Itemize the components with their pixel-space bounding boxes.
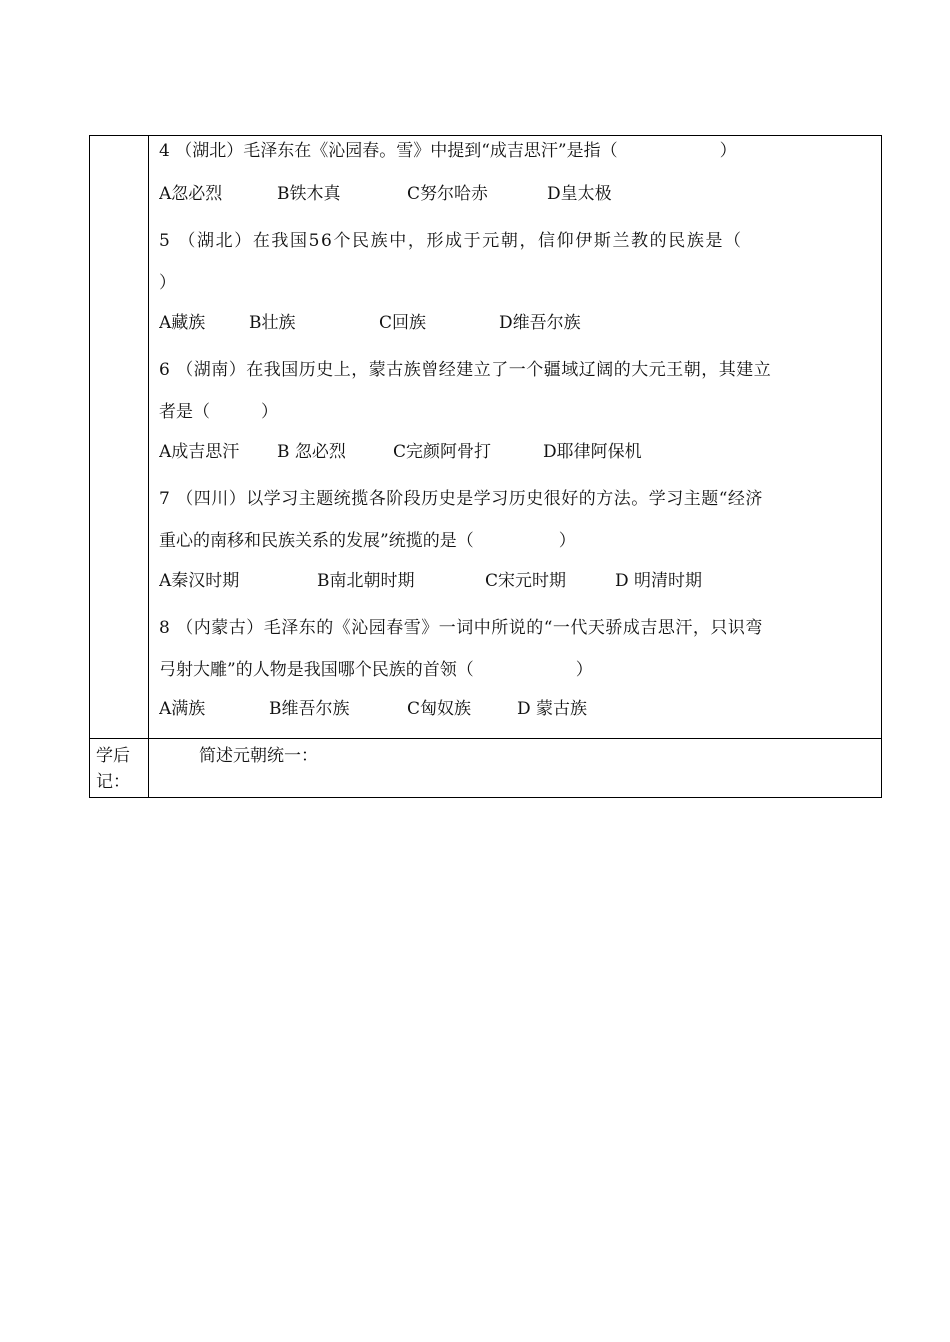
question-4-option-a: A忽必烈 [159, 184, 223, 204]
question-6-line-1: 6 （湖南）在我国历史上，蒙古族曾经建立了一个疆域辽阔的大元王朝，其建立 [159, 360, 772, 380]
question-4-line-1: 4 （湖北）毛泽东在《沁园春。雪》中提到“成吉思汗”是指（ ） [159, 141, 737, 161]
question-7-line-2: 重心的南移和民族关系的发展”统揽的是（ ） [159, 531, 576, 551]
questions-cell [149, 136, 882, 739]
question-6-options [159, 437, 871, 480]
worksheet-table [89, 135, 882, 798]
question-7-options [159, 566, 871, 609]
question-5-option-a: A藏族 [159, 313, 206, 333]
question-4-option-c: C努尔哈赤 [407, 184, 489, 204]
question-5-line-2: ） [159, 273, 176, 293]
notes-label-line-1: 学后 [96, 746, 130, 766]
notes-cell[interactable] [149, 739, 882, 798]
question-8-option-b: B维吾尔族 [269, 699, 350, 719]
question-6-option-b: B 忽必烈 [277, 442, 346, 462]
question-6-option-c: C完颜阿骨打 [393, 442, 492, 462]
question-5-option-b: B壮族 [249, 313, 296, 333]
question-8-options [159, 695, 871, 738]
question-6-option-d: D耶律阿保机 [543, 442, 642, 462]
question-7-option-b: B南北朝时期 [317, 571, 415, 591]
questions-row [90, 136, 882, 739]
question-5-option-c: C回族 [379, 313, 427, 333]
notes-row [90, 739, 882, 798]
question-8-line-2: 弓射大雕”的人物是我国哪个民族的首领（ ） [159, 660, 593, 680]
questions-left-cell [90, 136, 149, 739]
question-5-options [159, 308, 871, 351]
question-4-options [159, 179, 871, 222]
question-5-option-d: D维吾尔族 [499, 313, 581, 333]
notes-prompt: 简述元朝统一： [199, 746, 318, 766]
question-6-option-a: A成吉思汗 [159, 442, 240, 462]
question-4-option-d: D皇太极 [547, 184, 612, 204]
question-7-option-a: A秦汉时期 [159, 571, 240, 591]
question-8-option-d: D 蒙古族 [517, 699, 588, 719]
question-7-option-c: C宋元时期 [485, 571, 567, 591]
question-8-option-c: C匈奴族 [407, 699, 472, 719]
question-4-option-b: B铁木真 [277, 184, 341, 204]
notes-label [90, 739, 149, 798]
question-7-option-d: D 明清时期 [615, 571, 703, 591]
question-8-line-1: 8 （内蒙古）毛泽东的《沁园春雪》一词中所说的“一代天骄成吉思汗，只识弯 [159, 618, 763, 638]
notes-label-line-2: 记： [96, 772, 130, 792]
question-6-line-2: 者是（ ） [159, 402, 278, 422]
question-7-line-1: 7 （四川）以学习主题统揽各阶段历史是学习历史很好的方法。学习主题“经济 [159, 489, 763, 509]
question-8-option-a: A满族 [159, 699, 206, 719]
question-5-line-1: 5 （湖北）在我国56个民族中，形成于元朝，信仰伊斯兰教的民族是（ [159, 231, 743, 251]
